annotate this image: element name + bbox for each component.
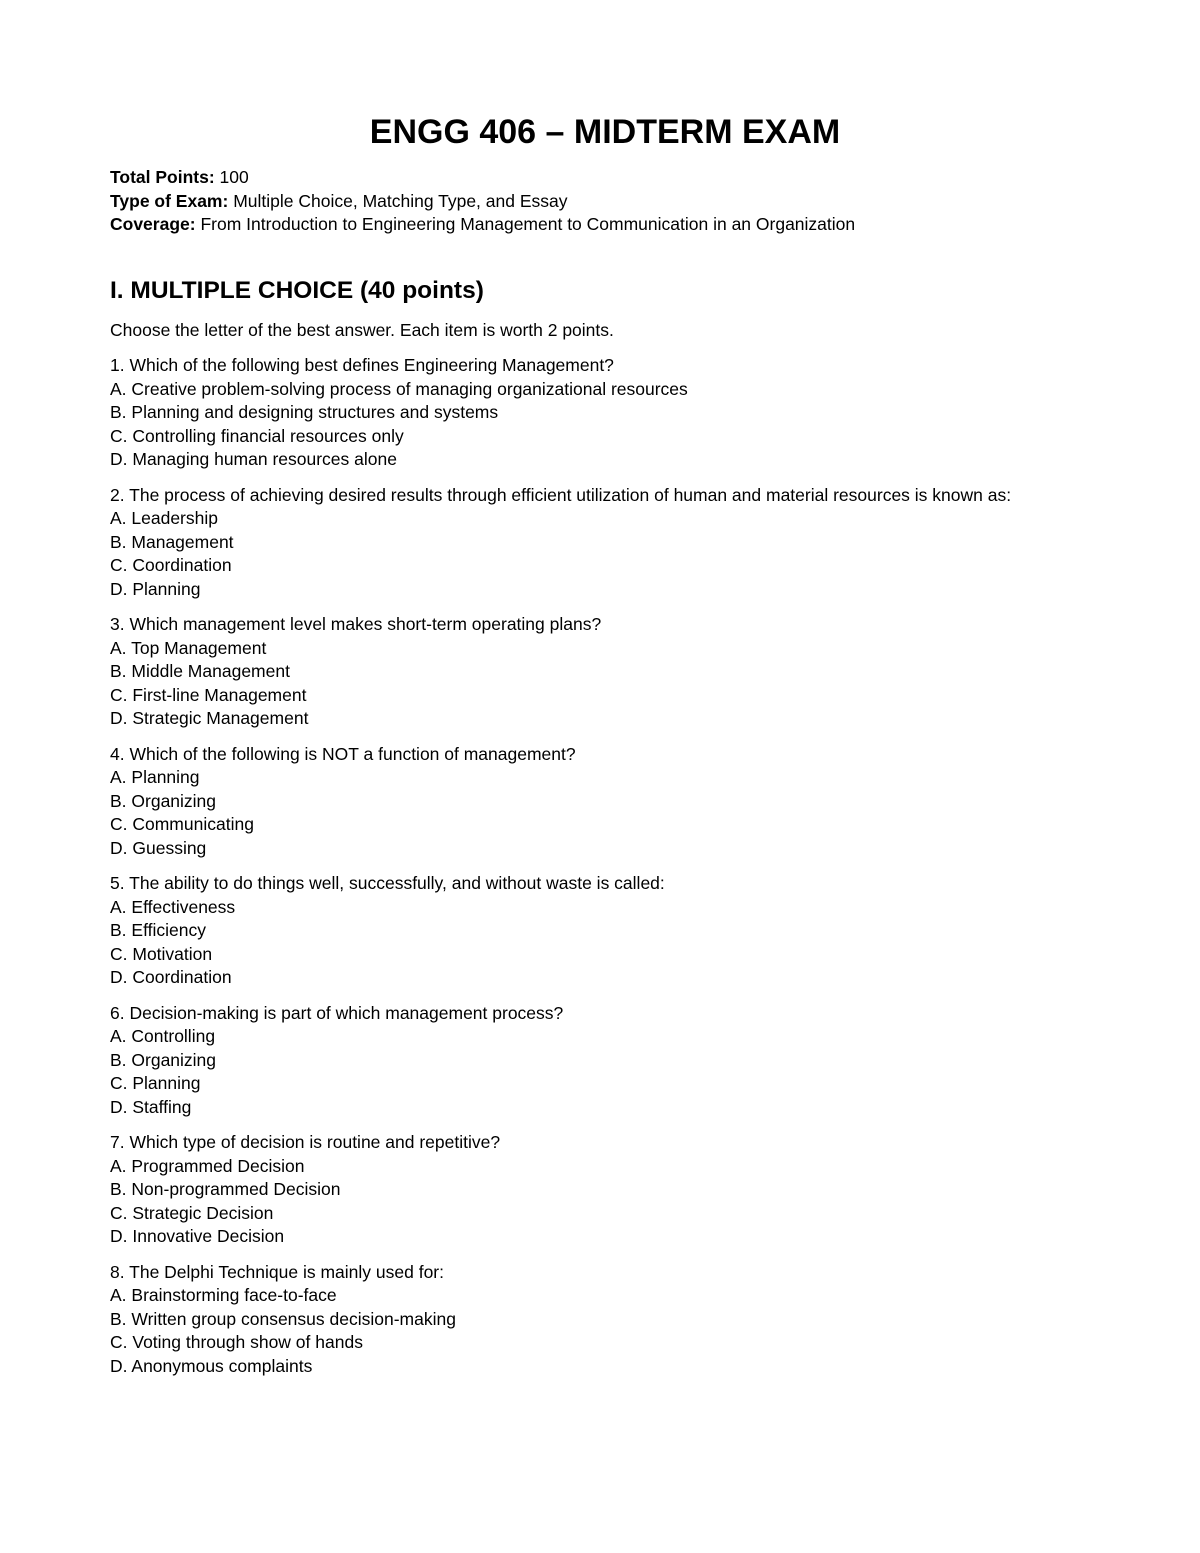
question-text: 3. Which management level makes short-term operating plans? xyxy=(110,614,602,634)
question-3 xyxy=(110,613,1100,731)
answer-option: B. Written group consensus decision-making xyxy=(110,1308,456,1329)
answer-option: B. Non-programmed Decision xyxy=(110,1179,341,1199)
answer-option: C. Planning xyxy=(110,1073,201,1093)
question-list xyxy=(110,354,1100,1378)
coverage-line xyxy=(110,213,1100,237)
total-points-line xyxy=(110,166,1100,190)
question-text: 2. The process of achieving desired results through efficient utilization of human and material resources is known as: xyxy=(110,484,1012,505)
question-1 xyxy=(110,354,1100,472)
answer-option: D. Planning xyxy=(110,578,201,599)
question-7 xyxy=(110,1131,1100,1249)
question-text: 7. Which type of decision is routine and repetitive? xyxy=(110,1132,501,1152)
question-text: 5. The ability to do things well, successfully, and without waste is called: xyxy=(110,873,665,893)
question-6 xyxy=(110,1002,1100,1120)
question-2 xyxy=(110,484,1100,602)
answer-option: A. Effectiveness xyxy=(110,896,236,917)
answer-option: D. Strategic Management xyxy=(110,708,309,728)
answer-option: A. Controlling xyxy=(110,1026,216,1046)
answer-option: D. Guessing xyxy=(110,837,207,858)
coverage-label: Coverage: xyxy=(110,214,196,234)
answer-option: B. Organizing xyxy=(110,1049,217,1070)
answer-option: C. Coordination xyxy=(110,555,232,575)
answer-option: C. First-line Management xyxy=(110,684,307,705)
answer-option: A. Planning xyxy=(110,767,200,787)
answer-option: B. Planning and designing structures and systems xyxy=(110,402,499,422)
answer-option: D. Anonymous complaints xyxy=(110,1355,313,1376)
answer-option: D. Staffing xyxy=(110,1096,192,1117)
answer-option: B. Management xyxy=(110,531,234,552)
answer-option: A. Programmed Decision xyxy=(110,1155,305,1176)
question-5 xyxy=(110,872,1100,990)
total-points-label: Total Points: xyxy=(110,167,215,187)
section-heading-multiple-choice: I. MULTIPLE CHOICE (40 points) xyxy=(110,276,484,304)
answer-option: C. Motivation xyxy=(110,943,213,964)
exam-page xyxy=(110,108,1100,1390)
answer-option: C. Communicating xyxy=(110,814,254,834)
answer-option: D. Coordination xyxy=(110,967,232,987)
answer-option: C. Controlling financial resources only xyxy=(110,425,404,446)
answer-option: A. Creative problem-solving process of managing organizational resources xyxy=(110,378,688,399)
answer-option: A. Leadership xyxy=(110,508,218,528)
question-text: 4. Which of the following is NOT a function of management? xyxy=(110,743,576,764)
question-text: 6. Decision-making is part of which management process? xyxy=(110,1002,564,1023)
exam-type-value: Multiple Choice, Matching Type, and Essay xyxy=(233,190,568,211)
question-8 xyxy=(110,1261,1100,1379)
total-points-value: 100 xyxy=(219,167,249,187)
exam-title: ENGG 406 – MIDTERM EXAM xyxy=(369,113,841,151)
question-text: 8. The Delphi Technique is mainly used for: xyxy=(110,1261,444,1282)
answer-option: A. Brainstorming face-to-face xyxy=(110,1285,337,1305)
answer-option: C. Voting through show of hands xyxy=(110,1332,363,1352)
exam-type-line xyxy=(110,190,1100,214)
answer-option: C. Strategic Decision xyxy=(110,1202,274,1223)
answer-option: D. Managing human resources alone xyxy=(110,449,397,469)
coverage-value: From Introduction to Engineering Management to Communication in an Organization xyxy=(200,214,856,234)
answer-option: D. Innovative Decision xyxy=(110,1226,285,1246)
question-4 xyxy=(110,743,1100,861)
question-text: 1. Which of the following best defines Engineering Management? xyxy=(110,355,614,375)
answer-option: B. Middle Management xyxy=(110,661,290,681)
answer-option: A. Top Management xyxy=(110,637,267,658)
answer-option: B. Efficiency xyxy=(110,920,206,940)
exam-type-label: Type of Exam: xyxy=(110,190,229,211)
section-instructions: Choose the letter of the best answer. Each item is worth 2 points. xyxy=(110,319,614,340)
answer-option: B. Organizing xyxy=(110,790,217,811)
